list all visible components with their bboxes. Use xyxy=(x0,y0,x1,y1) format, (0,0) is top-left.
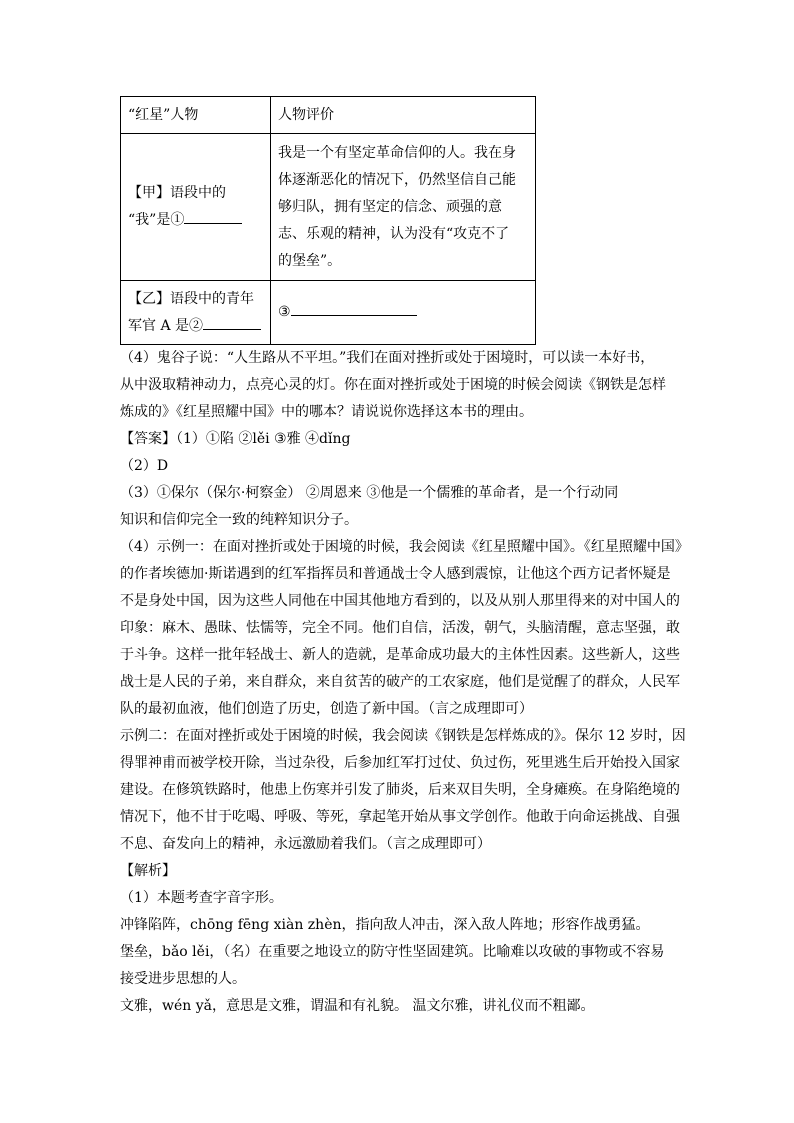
row-yi-evaluation xyxy=(271,281,536,345)
row-jia-label-line: “我”是① xyxy=(128,212,185,228)
text-line: 印象：麻木、愚昧、怯懦等，完全不同。他们自信，活泼，朝气，头脑清醒，意志坚强，敢 xyxy=(120,620,680,636)
text-line: （4）示例一：在面对挫折或处于困境的时候，我会阅读《红星照耀中国》。《红星照耀中国》 xyxy=(120,539,689,555)
text-line: 不是身处中国，因为这些人同他在中国其他地方看到的，以及从别人那里得来的对中国人的 xyxy=(120,593,680,609)
evaluation-line: 体逐渐恶化的情况下，仍然坚信自己能 xyxy=(278,171,516,188)
answer-blank-2 xyxy=(203,315,261,330)
evaluation-line: 的堡垒”。 xyxy=(278,252,342,269)
character-evaluation-table xyxy=(120,96,536,345)
answer-blank-1 xyxy=(184,209,242,224)
evaluation-line: 够归队，拥有坚定的信念、顽强的意 xyxy=(278,198,502,215)
text-line: 炼成的》《红星照耀中国》中的哪本？请说说你选择这本书的理由。 xyxy=(120,404,533,420)
answer-section xyxy=(120,345,689,1020)
text-line: 接受进步思想的人。 xyxy=(120,971,246,987)
evaluation-line: 我是一个有坚定革命信仰的人。我在身 xyxy=(278,144,516,161)
row-jia-label-line: 【甲】语段中的 xyxy=(128,185,226,201)
analysis-heading: 【解析】 xyxy=(120,863,176,879)
text-line: 于斗争。这样一批年轻战士、新人的造就，是革命成功最大的主体性因素。这些新人，这些 xyxy=(120,647,680,663)
text-line: 知识和信仰完全一致的纯粹知识分子。 xyxy=(120,512,358,528)
answer-blank-3 xyxy=(291,301,417,316)
text-line: 堡垒，bǎo lěi，（名）在重要之地设立的防守性坚固建筑。比喻难以攻破的事物或不容易 xyxy=(120,944,665,960)
text-line: （2）D xyxy=(120,458,169,474)
blank-marker-3: ③ xyxy=(278,304,291,320)
table-row-yi xyxy=(121,281,536,345)
text-line: 得罪神甫而被学校开除，当过杂役，后参加红军打过仗、负过伤，死里逃生后开始投入国家 xyxy=(120,755,680,771)
row-yi-label-line: 【乙】语段中的青年 xyxy=(128,290,254,307)
text-line: 不息、奋发向上的精神，永远激励着我们。（言之成理即可） xyxy=(120,836,491,852)
evaluation-line: 志、乐观的精神，认为没有“攻克不了 xyxy=(278,225,510,242)
text-line: （4）鬼谷子说：“人生路从不平坦。”我们在面对挫折或处于困境时，可以读一本好书， xyxy=(120,350,655,366)
answer-line: 【答案】（1）①陷 ②lěi ③雅 ④dǐng xyxy=(120,431,351,447)
row-jia-label xyxy=(121,134,271,281)
text-line: 示例二：在面对挫折或处于困境的时候，我会阅读《钢铁是怎样炼成的》。保尔 12 岁时，因 xyxy=(120,728,686,744)
table-row-jia xyxy=(121,134,536,281)
text-line: 从中汲取精神动力，点亮心灵的灯。你在面对挫折或处于困境的时候会阅读《钢铁是怎样 xyxy=(120,377,666,393)
text-line: 的作者埃德加·斯诺遇到的红军指挥员和普通战士令人感到震惊，让他这个西方记者怀疑是 xyxy=(120,566,671,582)
text-line: 建设。在修筑铁路时，他患上伤寒并引发了肺炎，后来双目失明，全身瘫痪。在身陷绝境的 xyxy=(120,782,680,798)
text-line: 文雅，wén yǎ，意思是文雅，谓温和有礼貌。 温文尔雅，讲礼仪而不粗鄙。 xyxy=(120,998,595,1014)
text-line: 情况下，他不甘于吃喝、呼吸、等死，拿起笔开始从事文学创作。他敢于向命运挑战、自强 xyxy=(120,809,680,825)
header-cell-evaluation: 人物评价 xyxy=(271,97,536,134)
row-jia-evaluation xyxy=(271,134,536,281)
text-line: 冲锋陷阵，chōng fēng xiàn zhèn，指向敌人冲击，深入敌人阵地；形容作战勇猛。 xyxy=(120,917,650,933)
row-yi-label-line: 军官 A 是② xyxy=(128,317,204,334)
text-line: （1）本题考查字音字形。 xyxy=(120,890,283,906)
text-line: （3）①保尔（保尔·柯察金） ②周恩来 ③他是一个儒雅的革命者，是一个行动同 xyxy=(120,485,619,501)
table-header-row xyxy=(121,97,536,134)
row-yi-label xyxy=(121,281,271,345)
text-line: 队的最初血液，他们创造了历史，创造了新中国。（言之成理即可） xyxy=(120,701,533,717)
header-cell-character: “红星”人物 xyxy=(121,97,271,134)
text-line: 战士是人民的子弟，来自群众，来自贫苦的破产的工农家庭，他们是觉醒了的群众，人民军 xyxy=(120,674,680,690)
